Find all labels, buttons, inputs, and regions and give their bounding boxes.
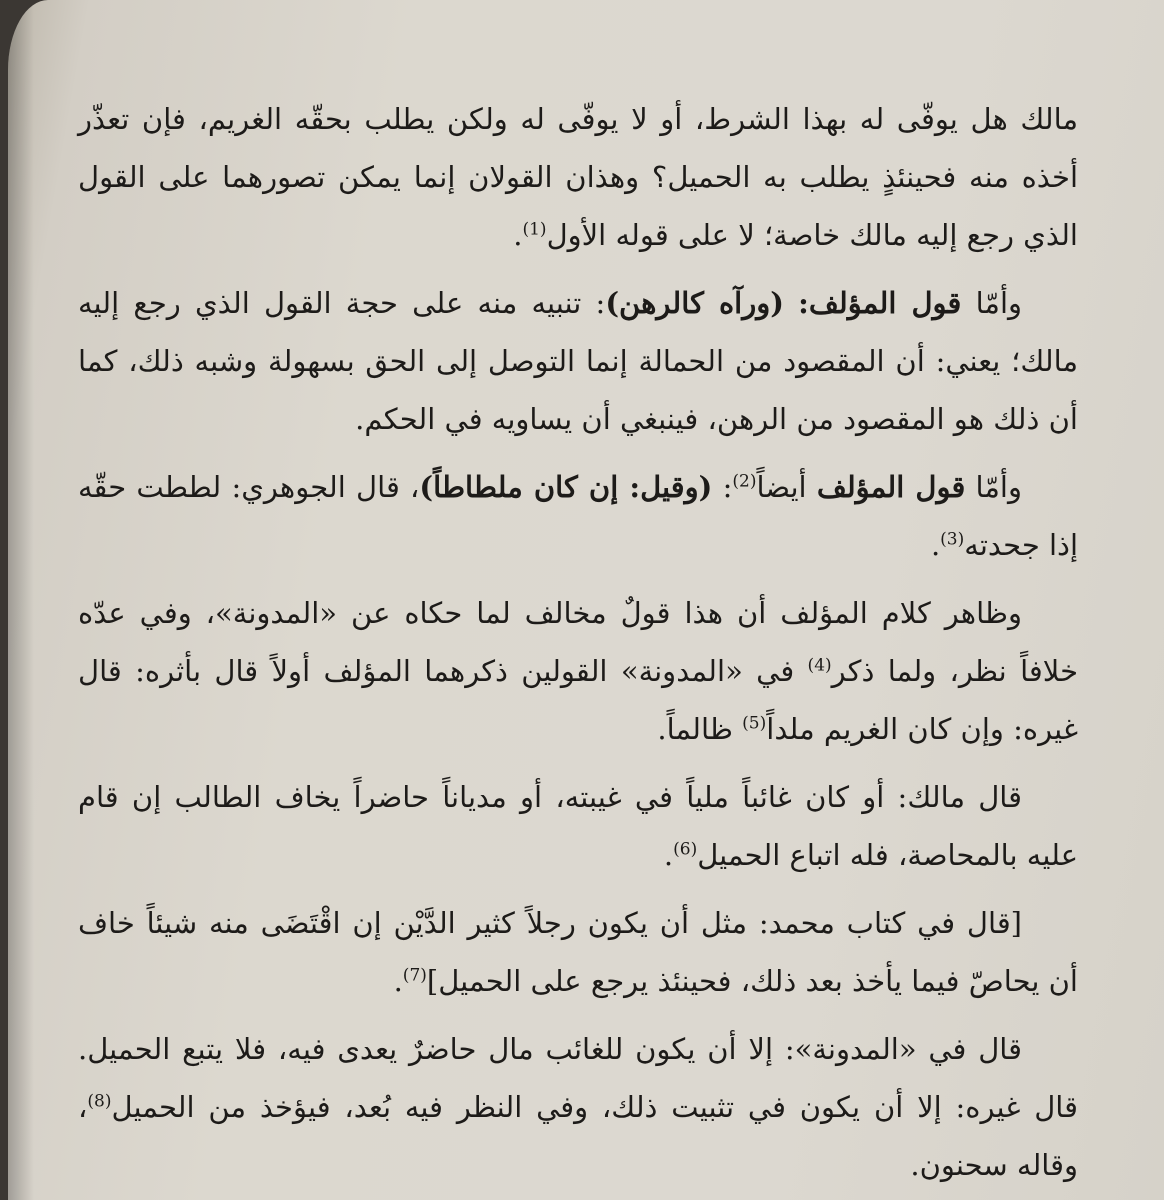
quoted-text: قول المؤلف: — [798, 286, 962, 320]
quoted-text: قول المؤلف — [816, 470, 966, 504]
paragraph — [78, 1020, 1078, 1194]
text-run: وأمّا — [965, 470, 1022, 504]
text-run: ظالماً. — [657, 712, 743, 746]
paragraph — [78, 894, 1078, 1010]
text-run: أيضاً — [756, 470, 817, 504]
paragraph — [78, 584, 1078, 758]
quoted-text: (وقيل: إن كان ملطاطاً) — [419, 470, 713, 504]
text-run — [784, 286, 798, 320]
footnote-marker: (8) — [87, 1091, 112, 1112]
text-run: : تنبيه منه على حجة القول الذي رجع إليه مالك؛ يعني: أن المقصود من الحمالة إنما التوصل إلى الحق بسهولة وشبه ذلك، كما أن ذلك هو المقصود من الرهن، فينبغي أن يساويه في الحكم. — [78, 286, 1078, 436]
text-run: وأمّا — [961, 286, 1023, 320]
text-run: . — [663, 838, 674, 872]
text-run: وظاهر كلام المؤلف أن هذا قولٌ مخالف لما حكاه عن «المدونة»، وفي عدّه خلافاً نظر، ولما ذكر — [78, 596, 1079, 688]
text-run: قال مالك: أو كان غائباً ملياً في غيبته، أو مدياناً حاضراً يخاف الطالب إن قام عليه بالمحاصة، فله اتباع الحميل — [78, 780, 1078, 872]
text-run: في «المدونة» القولين ذكرهما المؤلف أولاً قال بأثره: قال غيره: وإن كان الغريم ملداً — [78, 654, 1078, 746]
text-run: قال في «المدونة»: إلا أن يكون للغائب مال حاضرٌ يعدى فيه، فلا يتبع الحميل. قال غيره: إلا أن يكون في تثبيت ذلك، وفي النظر فيه بُعد، فيؤخذ من الحميل — [78, 1032, 1078, 1124]
text-run: . — [513, 218, 523, 252]
text-run: [قال في كتاب محمد: مثل أن يكون رجلاً كثير الدَّيْن إن اقْتَضَى منه شيئاً خاف أن يحاصّ فيما يأخذ بعد ذلك، فحينئذ يرجع على الحميل] — [78, 906, 1078, 998]
paragraph — [78, 274, 1078, 448]
footnote-marker: (7) — [402, 965, 427, 986]
paragraph — [78, 768, 1078, 884]
footnote-marker: (4) — [807, 655, 832, 676]
footnote-marker: (3) — [940, 529, 965, 550]
footnote-marker: (1) — [522, 219, 547, 240]
footnote-marker: (2) — [732, 471, 757, 492]
text-run: . — [393, 964, 403, 998]
text-run: مالك هل يوفّى له بهذا الشرط، أو لا يوفّى له ولكن يطلب بحقّه الغريم، فإن تعذّر أخذه منه فحينئذٍ يطلب به الحميل؟ وهذان القولان إنما يمكن تصورهما على القول الذي رجع إليه مالك خاصة؛ لا على قوله الأول — [78, 102, 1078, 252]
page-text — [78, 90, 1078, 1200]
paragraph — [78, 458, 1078, 574]
text-run: ، وقاله سحنون. — [78, 1090, 1078, 1182]
book-page — [8, 0, 1164, 1200]
text-run: . — [930, 528, 941, 562]
quoted-text: (ورآه كالرهن) — [605, 286, 784, 320]
footnote-marker: (5) — [742, 713, 767, 734]
text-run: ، قال الجوهري: لططت حقّه إذا جحدته — [78, 470, 1078, 562]
footnote-marker: (6) — [673, 839, 698, 860]
text-run: : — [712, 470, 733, 504]
paragraph — [78, 90, 1078, 264]
